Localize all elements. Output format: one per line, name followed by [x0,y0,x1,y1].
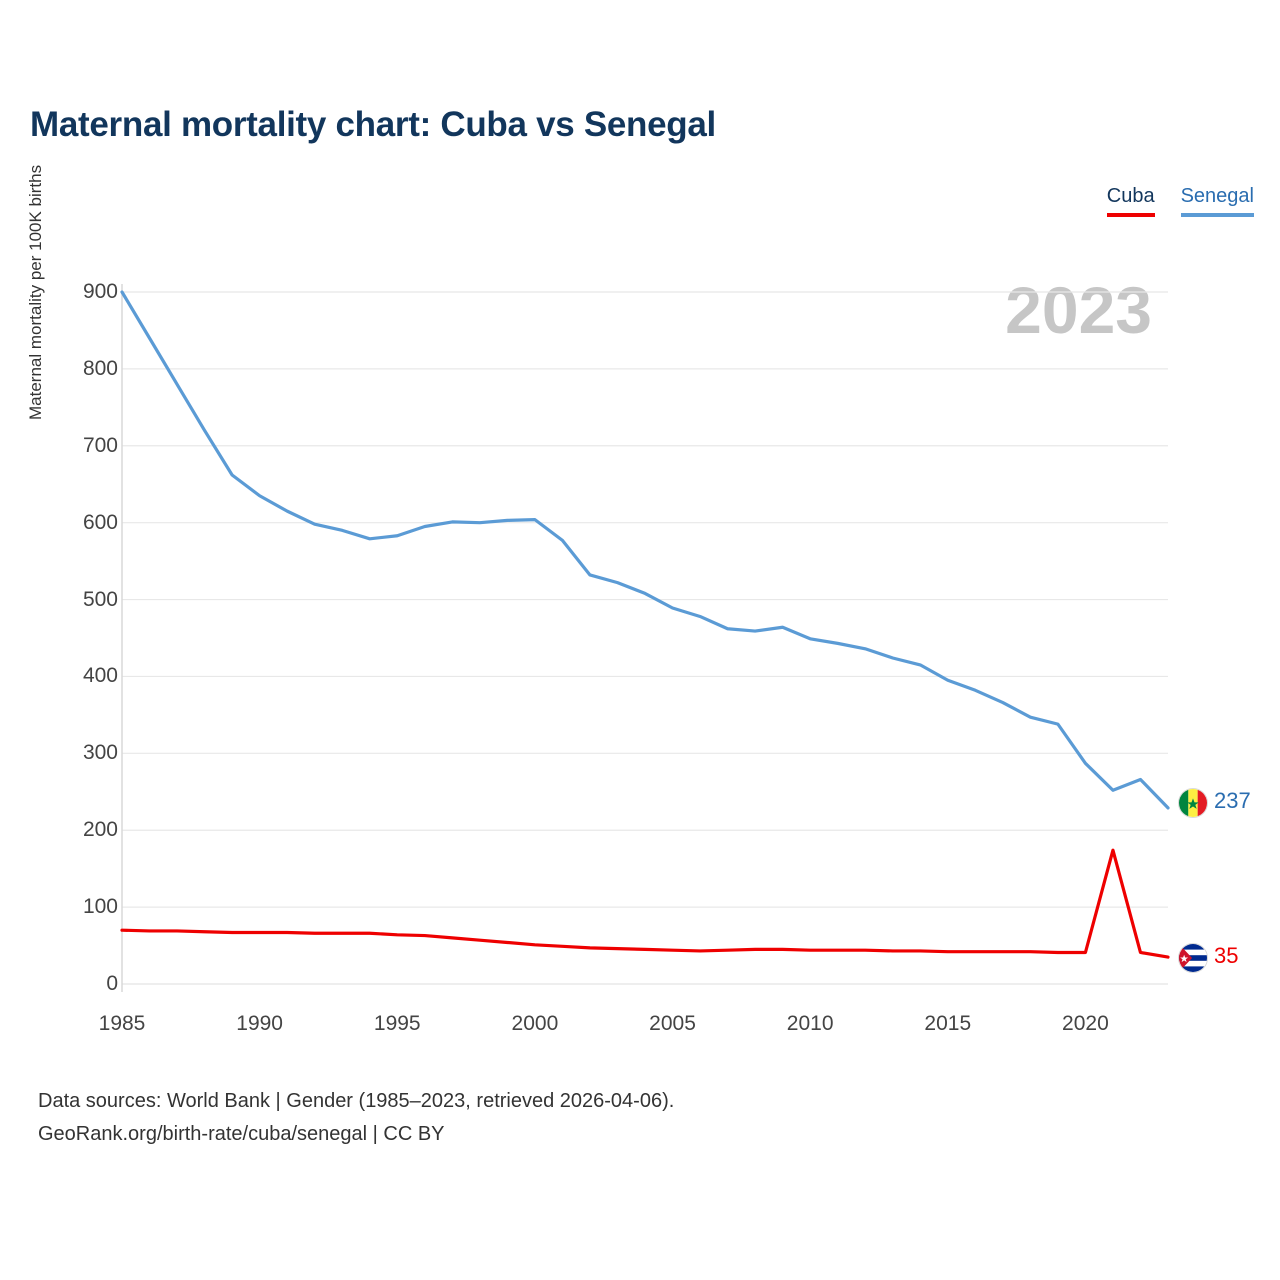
x-tick-label: 2015 [924,1012,972,1035]
y-tick-label: 400 [82,664,118,688]
senegal-end-label: 237 [1214,787,1251,813]
x-tick-label: 1990 [236,1012,283,1035]
y-tick-label: 900 [82,280,118,303]
y-tick-label: 0 [106,972,118,995]
cuba-flag-icon [1178,943,1208,973]
year-badge: 2023 [1005,273,1152,347]
y-tick-label: 100 [82,895,118,919]
y-tick-label: 600 [82,510,118,534]
x-tick-label: 2005 [649,1012,696,1035]
legend-item-senegal[interactable]: Senegal [1181,185,1254,217]
page-title: Maternal mortality chart: Cuba vs Senegal [30,105,716,144]
y-tick-label: 700 [82,433,118,457]
senegal-flag-icon [1178,788,1208,818]
y-tick-label: 500 [82,587,118,611]
y-tick-label: 800 [82,356,118,380]
footer-sources [38,1085,674,1151]
footer-line-1: Data sources: World Bank | Gender (1985–2023, retrieved 2026-04-06). [38,1090,675,1112]
x-tick-label: 2000 [511,1012,559,1035]
gridlines [122,292,1168,984]
y-tick-label: 300 [82,741,118,765]
y-tick-label: 200 [82,818,118,842]
cuba-end-label: 35 [1214,943,1239,969]
y-axis-label: Maternal mortality per 100K births [26,164,45,420]
x-tick-label: 2010 [786,1012,834,1035]
footer-line-2: GeoRank.org/birth-rate/cuba/senegal | CC BY [38,1123,445,1145]
legend-item-cuba[interactable]: Cuba [1107,185,1155,217]
series-line-cuba [122,850,1168,957]
x-tick-label: 1995 [373,1012,421,1035]
x-tick-label: 1985 [98,1012,146,1035]
x-tick-label: 2020 [1062,1012,1109,1035]
